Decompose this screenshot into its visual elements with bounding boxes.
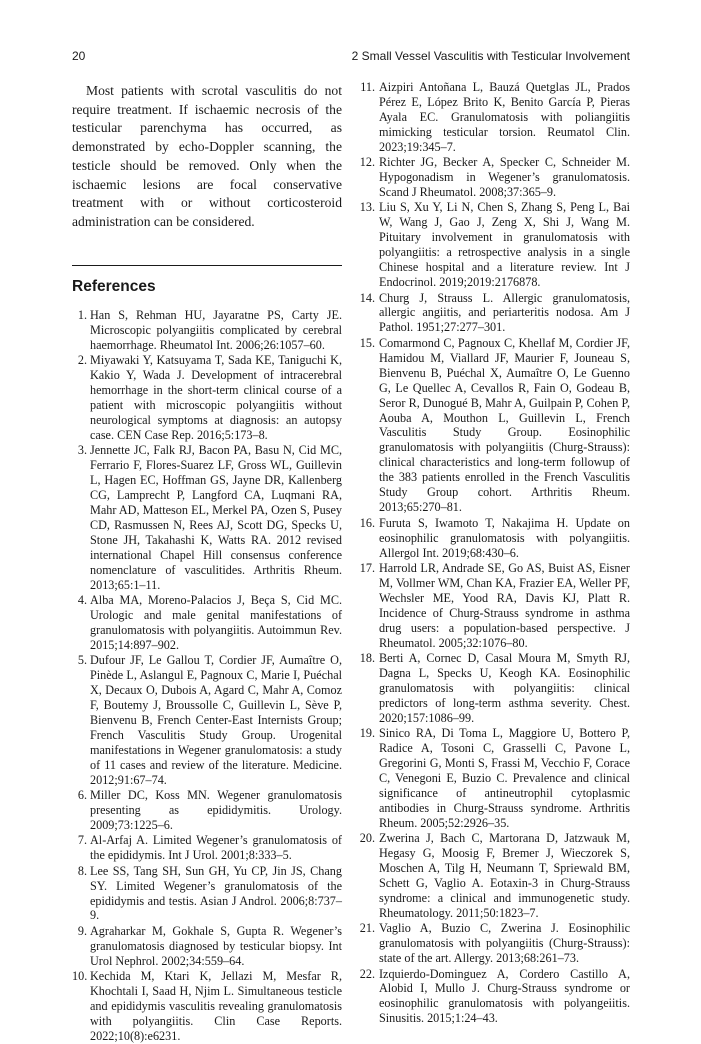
reference-item [72,864,342,924]
reference-item [359,831,630,921]
reference-item [359,291,630,336]
reference-item [359,921,630,966]
reference-number: 2. [77,352,87,367]
reference-text: Sinico RA, Di Toma L, Maggiore U, Bottero P, Radice A, Tosoni C, Grasselli C, Pavone L, Gregorini G, Monti S, Frassi M, Vecchio F, Corace C, Venegoni E, Buzio C. Prevalence and clinical significance of antineutrophil cytoplasmic antibodies in Churg-Strauss syndrome. Arthritis Rheum. 2005;52:2926–35. [379,726,630,830]
reference-text: Lee SS, Tang SH, Sun GH, Yu CP, Jin JS, Chang SY. Limited Wegener’s granulomatosis of the epididymis and testis. Asian J Androl. 2006;8:737–9. [90,863,342,923]
section-divider [72,265,342,266]
reference-text: Churg J, Strauss L. Allergic granulomatosis, allergic angiitis, and periarteritis nodosa. Am J Pathol. 1951;27:277–301. [379,290,630,335]
reference-text: Aizpiri Antoñana L, Bauzá Quetglas JL, Prados Pérez E, López Brito K, Benito García P, Pieras Ayala EC. Granulomatosis with poliangiitis mimicking testicular torsion. Reumatol Clin. 2023;19:345–7. [379,80,630,154]
reference-text: Richter JG, Becker A, Specker C, Schneider M. Hypogonadism in Wegener’s granulomatosis. Scand J Rheumatol. 2008;37:365–9. [379,155,630,200]
reference-item [72,353,342,443]
reference-number: 11. [360,80,375,94]
reference-number: 13. [359,200,375,215]
reference-text: Jennette JC, Falk RJ, Bacon PA, Basu N, Cid MC, Ferrario F, Flores-Suarez LF, Gross WL, Guillevin L, Hagen EC, Hoffman GS, Jayne DR, Kallenberg CG, Lamprecht P, Langford CA, Luqmani RA, Mahr AD, Matteson EL, Merkel PA, Ozen S, Pusey CD, Rasmussen N, Rees AJ, Scott DG, Specks U, Stone JH, Takahashi K, Watts RA. 2012 revised international Chapel Hill consensus conference nomenclature of vasculitides. Arthritis Rheum. 2013;65:1–11. [90,442,342,592]
reference-number: 1. [77,307,87,322]
reference-number: 12. [359,155,375,170]
reference-number: 17. [359,560,375,575]
reference-number: 19. [359,726,375,741]
reference-number: 16. [359,515,375,530]
reference-number: 7. [77,833,87,848]
reference-item [72,593,342,653]
reference-text: Agraharkar M, Gokhale S, Gupta R. Wegener’s granulomatosis diagnosed by testicular biopsy. Int Urol Nephrol. 2002;34:559–64. [90,923,342,968]
reference-item [359,967,630,1027]
reference-number: 15. [359,335,375,350]
reference-item [72,653,342,788]
reference-item [359,516,630,561]
reference-text: Furuta S, Iwamoto T, Nakajima H. Update on eosinophilic granulomatosis with polyangiitis. Allergol Int. 2019;68:430–6. [379,515,630,560]
reference-text: Berti A, Cornec D, Casal Moura M, Smyth RJ, Dagna L, Specks U, Keogh KA. Eosinophilic granulomatosis with polyangiitis: clinical predictors of long-term asthma severity. Chest. 2020;157:1086–99. [379,650,630,725]
reference-text: Izquierdo-Dominguez A, Cordero Castillo A, Alobid I, Mullo J. Churg-Strauss syndrome or eosinophilic granulomatosis with polyangeiitis. Sinusitis. 2015;1:24–43. [379,966,630,1026]
reference-number: 20. [359,831,375,846]
reference-text: Miyawaki Y, Katsuyama T, Sada KE, Taniguchi K, Kakio Y, Wada J. Development of intracerebral hemorrhage in the short-term clinical course of a patient with microscopic polyangiitis without neurological symptoms at diagnosis: an autopsy case. CEN Case Rep. 2016;5:173–8. [90,352,342,442]
reference-item [359,651,630,726]
reference-text: Vaglio A, Buzio C, Zwerina J. Eosinophilic granulomatosis with polyangiitis (Churg-Strauss): state of the art. Allergy. 2013;68:261–73. [379,921,630,966]
reference-text: Dufour JF, Le Gallou T, Cordier JF, Aumaître O, Pinède L, Aslangul E, Pagnoux C, Marie I, Puéchal X, Decaux O, Dubois A, Agard C, Mahr A, Comoz F, Boutemy J, Broussolle C, Guillevin L, Sève P, Bienvenu B, French Center-East Internists Group; French Vasculitis Study Group. Urogenital manifestations in Wegener granulomatosis: a study of 11 cases and review of the literature. Medicine. 2012;91:67–74. [90,653,342,787]
reference-item [72,443,342,593]
reference-list-right [359,80,630,1026]
reference-text: Harrold LR, Andrade SE, Go AS, Buist AS, Eisner M, Vollmer WM, Chan KA, Frazier EA, Weller PF, Wechsler ME, Yood RA, Davis KJ, Platt R. Incidence of Churg-Strauss syndrome in asthma drug users: a population-based perspective. J Rheumatol. 2005;32:1076–80. [379,560,630,650]
reference-item [359,726,630,831]
reference-number: 10. [72,969,88,984]
reference-number: 18. [359,650,375,665]
reference-item [72,308,342,353]
reference-item [359,200,630,290]
reference-item [359,80,630,155]
reference-text: Han S, Rehman HU, Jayaratne PS, Carty JE. Microscopic polyangiitis complicated by cerebral haemorrhage. Rheumatol Int. 2006;26:1057–60. [90,307,342,352]
reference-item [359,155,630,200]
reference-text: Zwerina J, Bach C, Martorana D, Jatzwauk M, Hegasy G, Moosig F, Bremer J, Wieczorek S, Moschen A, Tilg H, Neumann T, Spriewald BM, Schett G, Vaglio A. Eotaxin-3 in Churg-Strauss syndrome: a clinical and immunogenetic study. Rheumatology. 2011;50:1823–7. [379,831,630,920]
reference-number: 8. [77,863,87,878]
running-head: 2 Small Vessel Vasculitis with Testicular Involvement [351,49,630,63]
page-number: 20 [72,49,86,63]
reference-number: 3. [77,442,87,457]
left-column [72,80,342,1044]
reference-text: Miller DC, Koss MN. Wegener granulomatosis presenting as epididymitis. Urology. 2009;73:1225–6. [90,788,342,832]
reference-item [72,833,342,863]
reference-number: 9. [77,923,87,938]
reference-text: Kechida M, Ktari K, Jellazi M, Mesfar R, Khochtali I, Saad H, Njim L. Simultaneous testicle and epididymis vasculitis revealing granulomatosis with polyangiitis. Clin Case Reports. 2022;10(8):e6231. [90,969,342,1043]
reference-number: 22. [359,966,375,981]
reference-number: 21. [359,921,375,936]
reference-text: Liu S, Xu Y, Li N, Chen S, Zhang S, Peng L, Bai W, Wang J, Gao J, Zeng X, Shi J, Wang M. Pituitary involvement in granulomatosis with polyangiitis: a retrospective analysis in a single Chinese hospital and a literature review. Int J Endocrinol. 2019;2019:2176878. [379,200,630,290]
reference-item [72,788,342,833]
body-paragraph: Most patients with scrotal vasculitis do not require treatment. If ischaemic necrosis of the testicular parenchyma has occurred, as demonstrated by echo-Doppler scanning, the testicle should be removed. Only when the ischaemic lesions are focal conservative treatment with or without corticosteroid administration can be considered. [72,83,342,229]
reference-text: Comarmond C, Pagnoux C, Khellaf M, Cordier JF, Hamidou M, Viallard JF, Maurier F, Jouneau S, Bienvenu B, Puéchal X, Aumaître O, Le Guenno G, Le Quellec A, Cevallos R, Fain O, Godeau B, Seror R, Dunogué B, Mahr A, Guilpain P, Cohen P, Aouba A, Mouthon L, Guillevin L, French Vasculitis Study Group. Eosinophilic granulomatosis with polyangiitis (Churg-Strauss): clinical characteristics and long-term followup of the 383 patients enrolled in the French Vasculitis Study Group cohort. Arthritis Rheum. 2013;65:270–81. [379,335,630,515]
reference-number: 14. [359,290,375,305]
references-heading: References [72,277,156,295]
reference-item [359,561,630,651]
reference-item [359,336,630,515]
reference-text: Al-Arfaj A. Limited Wegener’s granulomatosis of the epididymis. Int J Urol. 2001;8:333–5. [90,833,342,863]
reference-number: 4. [77,592,87,607]
reference-text: Alba MA, Moreno-Palacios J, Beça S, Cid MC. Urologic and male genital manifestations of granulomatosis with polyangiitis. Autoimmun Rev. 2015;14:897–902. [90,592,342,652]
reference-item [72,969,342,1044]
reference-number: 5. [77,653,87,668]
reference-number: 6. [77,788,87,803]
reference-list-left [72,308,342,1044]
reference-item [72,924,342,969]
right-column [359,80,630,1027]
